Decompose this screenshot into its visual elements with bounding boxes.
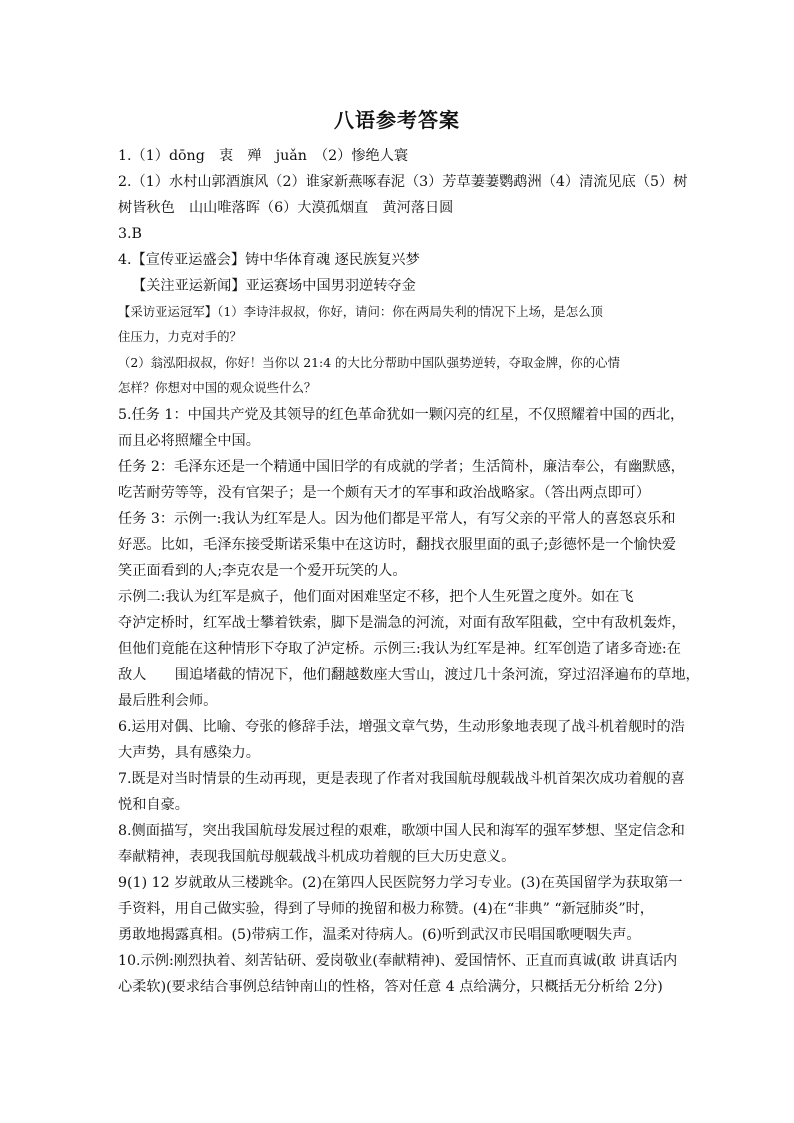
answer-6-line-1: 6.运用对偶、比喻、夸张的修辞手法，增强文章气势，生动形象地表现了战斗机着舰时的浩 <box>118 719 685 735</box>
answer-5-line-2: 而且必将照耀全中国。 <box>118 433 260 449</box>
answer-10-line-2: 心柔软)(要求结合事例总结钟南山的性格，答对任意 4 点给满分，只概括无分析给 2分) <box>118 979 663 995</box>
answer-4-line-3: 【采访亚运冠军】（1）李诗沣叔叔，你好，请问：你在两局失利的情况下上场，是怎么顶 <box>118 304 603 319</box>
answer-4-line-4: 住压力，力克对手的？ <box>118 329 242 344</box>
answer-5-line-11: 敌人 围追堵截的情况下，他们翻越数座大雪山，渡过几十条河流，穿过沼泽遍布的草地， <box>118 667 700 683</box>
answer-9-line-3: 勇敢地揭露真相。(5)带病工作，温柔对待病人。(6)听到武汉市民唱国歌哽咽失声。 <box>118 927 641 943</box>
answer-5-line-4: 吃苦耐劳等等，没有官架子；是一个颇有天才的军事和政治战略家。（答出两点即可） <box>118 485 651 501</box>
answer-2-line-2: 树皆秋色 山山唯落晖（6）大漠孤烟直 黄河落日圆 <box>118 200 454 216</box>
answer-6-line-2: 大声势，具有感染力。 <box>118 745 260 761</box>
answer-9-line-2: 手资料，用自己做实验，得到了导师的挽留和极力称赞。(4)在“非典” “新冠肺炎”时， <box>118 901 654 917</box>
answer-2-line-1: 2.（1）水村山郭酒旗风（2）谁家新燕啄春泥（3）芳草萋萋鹦鹉洲（4）清流见底（5）树 <box>118 174 688 190</box>
answer-5-line-3: 任务 2：毛泽东还是一个精通中国旧学的有成就的学者；生活简朴，廉洁奉公，有幽默感， <box>118 459 685 475</box>
answer-1: 1.（1）dōng 衷 殚 juǎn （2）惨绝人寰 <box>118 148 409 164</box>
answer-5-line-9: 夺泸定桥时，红军战士攀着铁索，脚下是湍急的河流，对面有敌军阻截，空中有敌机轰炸， <box>118 615 686 631</box>
answer-5-line-5: 任务 3：示例一:我认为红军是人。因为他们都是平常人，有写父亲的平常人的喜怒哀乐和 <box>118 511 676 527</box>
page-title: 八语参考答案 <box>334 108 460 132</box>
answer-7-line-1: 7.既是对当时情景的生动再现，更是表现了作者对我国航母舰载战斗机首架次成功着舰的喜 <box>118 771 685 787</box>
answer-5-line-1: 5.任务 1：中国共产党及其领导的红色革命犹如一颗闪亮的红星，不仅照耀着中国的西北， <box>118 407 685 423</box>
answer-4-line-6: 怎样？你想对中国的观众说些什么？ <box>118 380 317 395</box>
answer-3: 3.B <box>118 226 142 242</box>
answer-8-line-1: 8.侧面描写，突出我国航母发展过程的艰难，歌颂中国人民和海军的强军梦想、坚定信念和 <box>118 823 685 839</box>
answer-5-line-7: 笑正面看到的人;李克农是一个爱开玩笑的人。 <box>118 563 407 579</box>
answer-4-line-2: 【关注亚运新闻】亚运赛场中国男羽逆转夺金 <box>132 278 416 294</box>
answer-4-line-5: （2）翁泓阳叔叔，你好！当你以 21:4 的大比分帮助中国队强势逆转，夺取金牌，你的心情 <box>118 355 621 370</box>
answer-9-line-1: 9(1) 12 岁就敢从三楼跳伞。(2)在第四人民医院努力学习专业。(3)在英国留学为获取第一 <box>118 875 683 891</box>
answer-5-line-12: 最后胜利会师。 <box>118 693 218 709</box>
answer-5-line-8: 示例二:我认为红军是疯子，他们面对困难坚定不移，把个人生死置之度外。如在飞 <box>118 589 634 605</box>
answer-8-line-2: 奉献精神，表现我国航母舰载战斗机成功着舰的巨大历史意义。 <box>118 849 516 865</box>
answer-7-line-2: 悦和自豪。 <box>118 797 189 813</box>
answer-4-line-1: 4.【宣传亚运盛会】铸中华体育魂 逐民族复兴梦 <box>118 252 420 268</box>
answer-5-line-10: 但他们竟能在这种情形下夺取了泸定桥。示例三:我认为红军是神。红军创造了诸多奇迹:在 <box>118 641 681 657</box>
answer-5-line-6: 好恶。比如，毛泽东接受斯诺采集中在这访时，翻找衣服里面的虱子;彭德怀是一个愉快爱 <box>118 537 677 553</box>
answer-10-line-1: 10.示例:刚烈执着、刻苦钻研、爱岗敬业(奉献精神)、爱国情怀、正直而真诚(敢 讲真话内 <box>118 953 678 969</box>
